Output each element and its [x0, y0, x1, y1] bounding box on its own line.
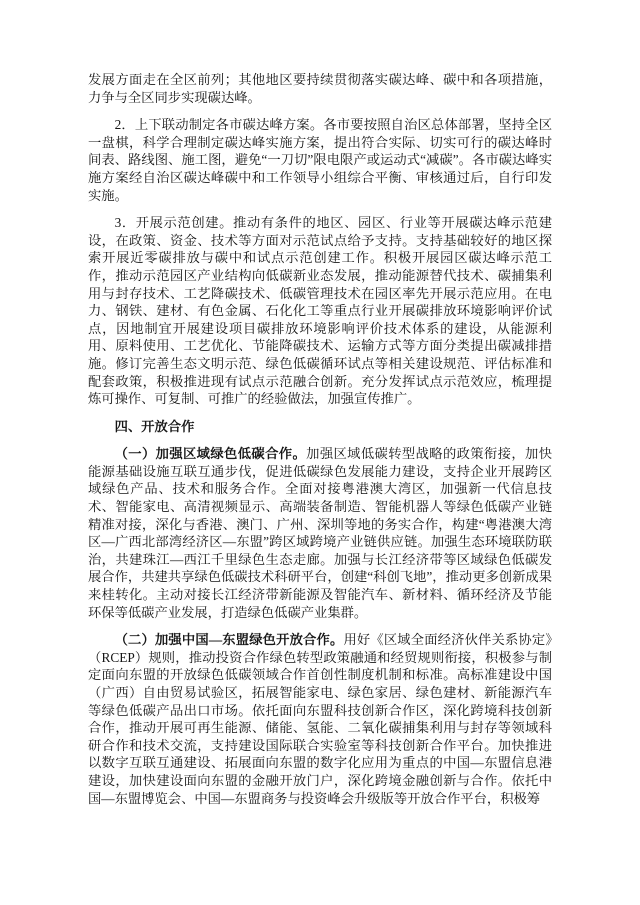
- paragraph-lead-bold: （一）加强区域绿色低碳合作。: [114, 446, 307, 462]
- document-content: [88, 71, 552, 817]
- paragraph-text: 2．上下联动制定各市碳达峰方案。各市要按照自治区总体部署，坚持全区一盘棋，科学合理制定碳达峰实施方案，提出符合实际、切实可行的碳达峰时间表、路线图、施工图，避免“一刀切”限电限产或运动式“减碳”。各市碳达峰实施方案经自治区碳达峰碳中和工作领导小组综合平衡、审核通过后，自行印发实施。: [88, 117, 552, 203]
- paragraph-text: 加强区域低碳转型战略的政策衔接，加快能源基础设施互联互通步伐，促进低碳绿色发展能力建设，支持企业开展跨区域绿色产品、技术和服务合作。全面对接粤港澳大湾区，加强新一代信息技术、智能家电、高清视频显示、高端装备制造、智能机器人等绿色低碳产业链精准对接，深化与香港、澳门、广州、深圳等地的务实合作，构建“粤港澳大湾区—广西北部湾经济区—东盟”跨区域跨境产业链供应链。加强生态环境联防联治，共建珠江—西江千里绿色生态走廊。加强与长江经济带等区域绿色低碳发展合作，共建共享绿色低碳技术科研平台，创建“科创飞地”，推动更多创新成果来桂转化。主动对接长江经济带新能源及智能汽车、新材料、循环经济及节能环保等低碳产业发展，打造绿色低碳产业集群。: [88, 446, 553, 620]
- paragraph-lead-bold: （二）加强中国—东盟绿色开放合作。: [114, 632, 344, 648]
- section-heading-open-cooperation: 四、开放合作: [114, 418, 195, 434]
- paragraph-carbon-peak-continuation: [88, 71, 552, 106]
- paragraph-sub2-china-asean-cooperation: [88, 631, 552, 807]
- paragraph-item-3-demonstration: [88, 214, 552, 408]
- paragraph-sub1-regional-green-cooperation: [88, 445, 552, 621]
- paragraph-item-2-city-plans: [88, 116, 552, 204]
- paragraph-text: 发展方面走在全区前列；其他地区要持续贯彻落实碳达峰、碳中和各项措施，力争与全区同步实现碳达峰。: [88, 72, 552, 105]
- paragraph-text: 用好《区域全面经济伙伴关系协定》（RCEP）规则，推动投资合作绿色转型政策融通和经贸规则衔接，积极参与制定面向东盟的开放绿色低碳领域合作首创性制度机制和标准。高标准建设中国（广西）自由贸易试验区，拓展智能家电、绿色家居、绿色建材、新能源汽车等绿色低碳产品出口市场。依托面向东盟科技创新合作区，深化跨境科技创新合作，推动开展可再生能源、储能、氢能、二氧化碳捕集利用与封存等领域科研合作和技术交流，支持建设国际联合实验室等科技创新合作平台。加快推进以数字互联互通建设、拓展面向东盟的数字化应用为重点的中国—东盟信息港建设，加快建设面向东盟的金融开放门户，深化跨境金融创新与合作。依托中国—东盟博览会、中国—东盟商务与投资峰会升级版等开放合作平台，积极筹: [88, 632, 552, 806]
- paragraph-text: 3．开展示范创建。推动有条件的地区、园区、行业等开展碳达峰示范建设，在政策、资金、技术等方面对示范试点给予支持。支持基础较好的地区探索开展近零碳排放与碳中和试点示范创建工作。积极开展园区碳达峰示范工作，推动示范园区产业结构向低碳新业态发展，推动能源替代技术、碳捕集利用与封存技术、工艺降碳技术、低碳管理技术在园区率先开展示范应用。在电力、钢铁、建材、有色金属、石化化工等重点行业开展碳排放环境影响评价试点，因地制宜开展建设项目碳排放环境影响评价技术体系的建设，从能源利用、原料使用、工艺优化、节能降碳技术、运输方式等方面分类提出碳减排措施。修订完善生态文明示范、绿色低碳循环试点等相关建设规范、评估标准和配套政策，积极推进现有试点示范融合创新。充分发挥试点示范效应，梳理提炼可操作、可复制、可推广的经验做法，加强宣传推广。: [88, 215, 552, 407]
